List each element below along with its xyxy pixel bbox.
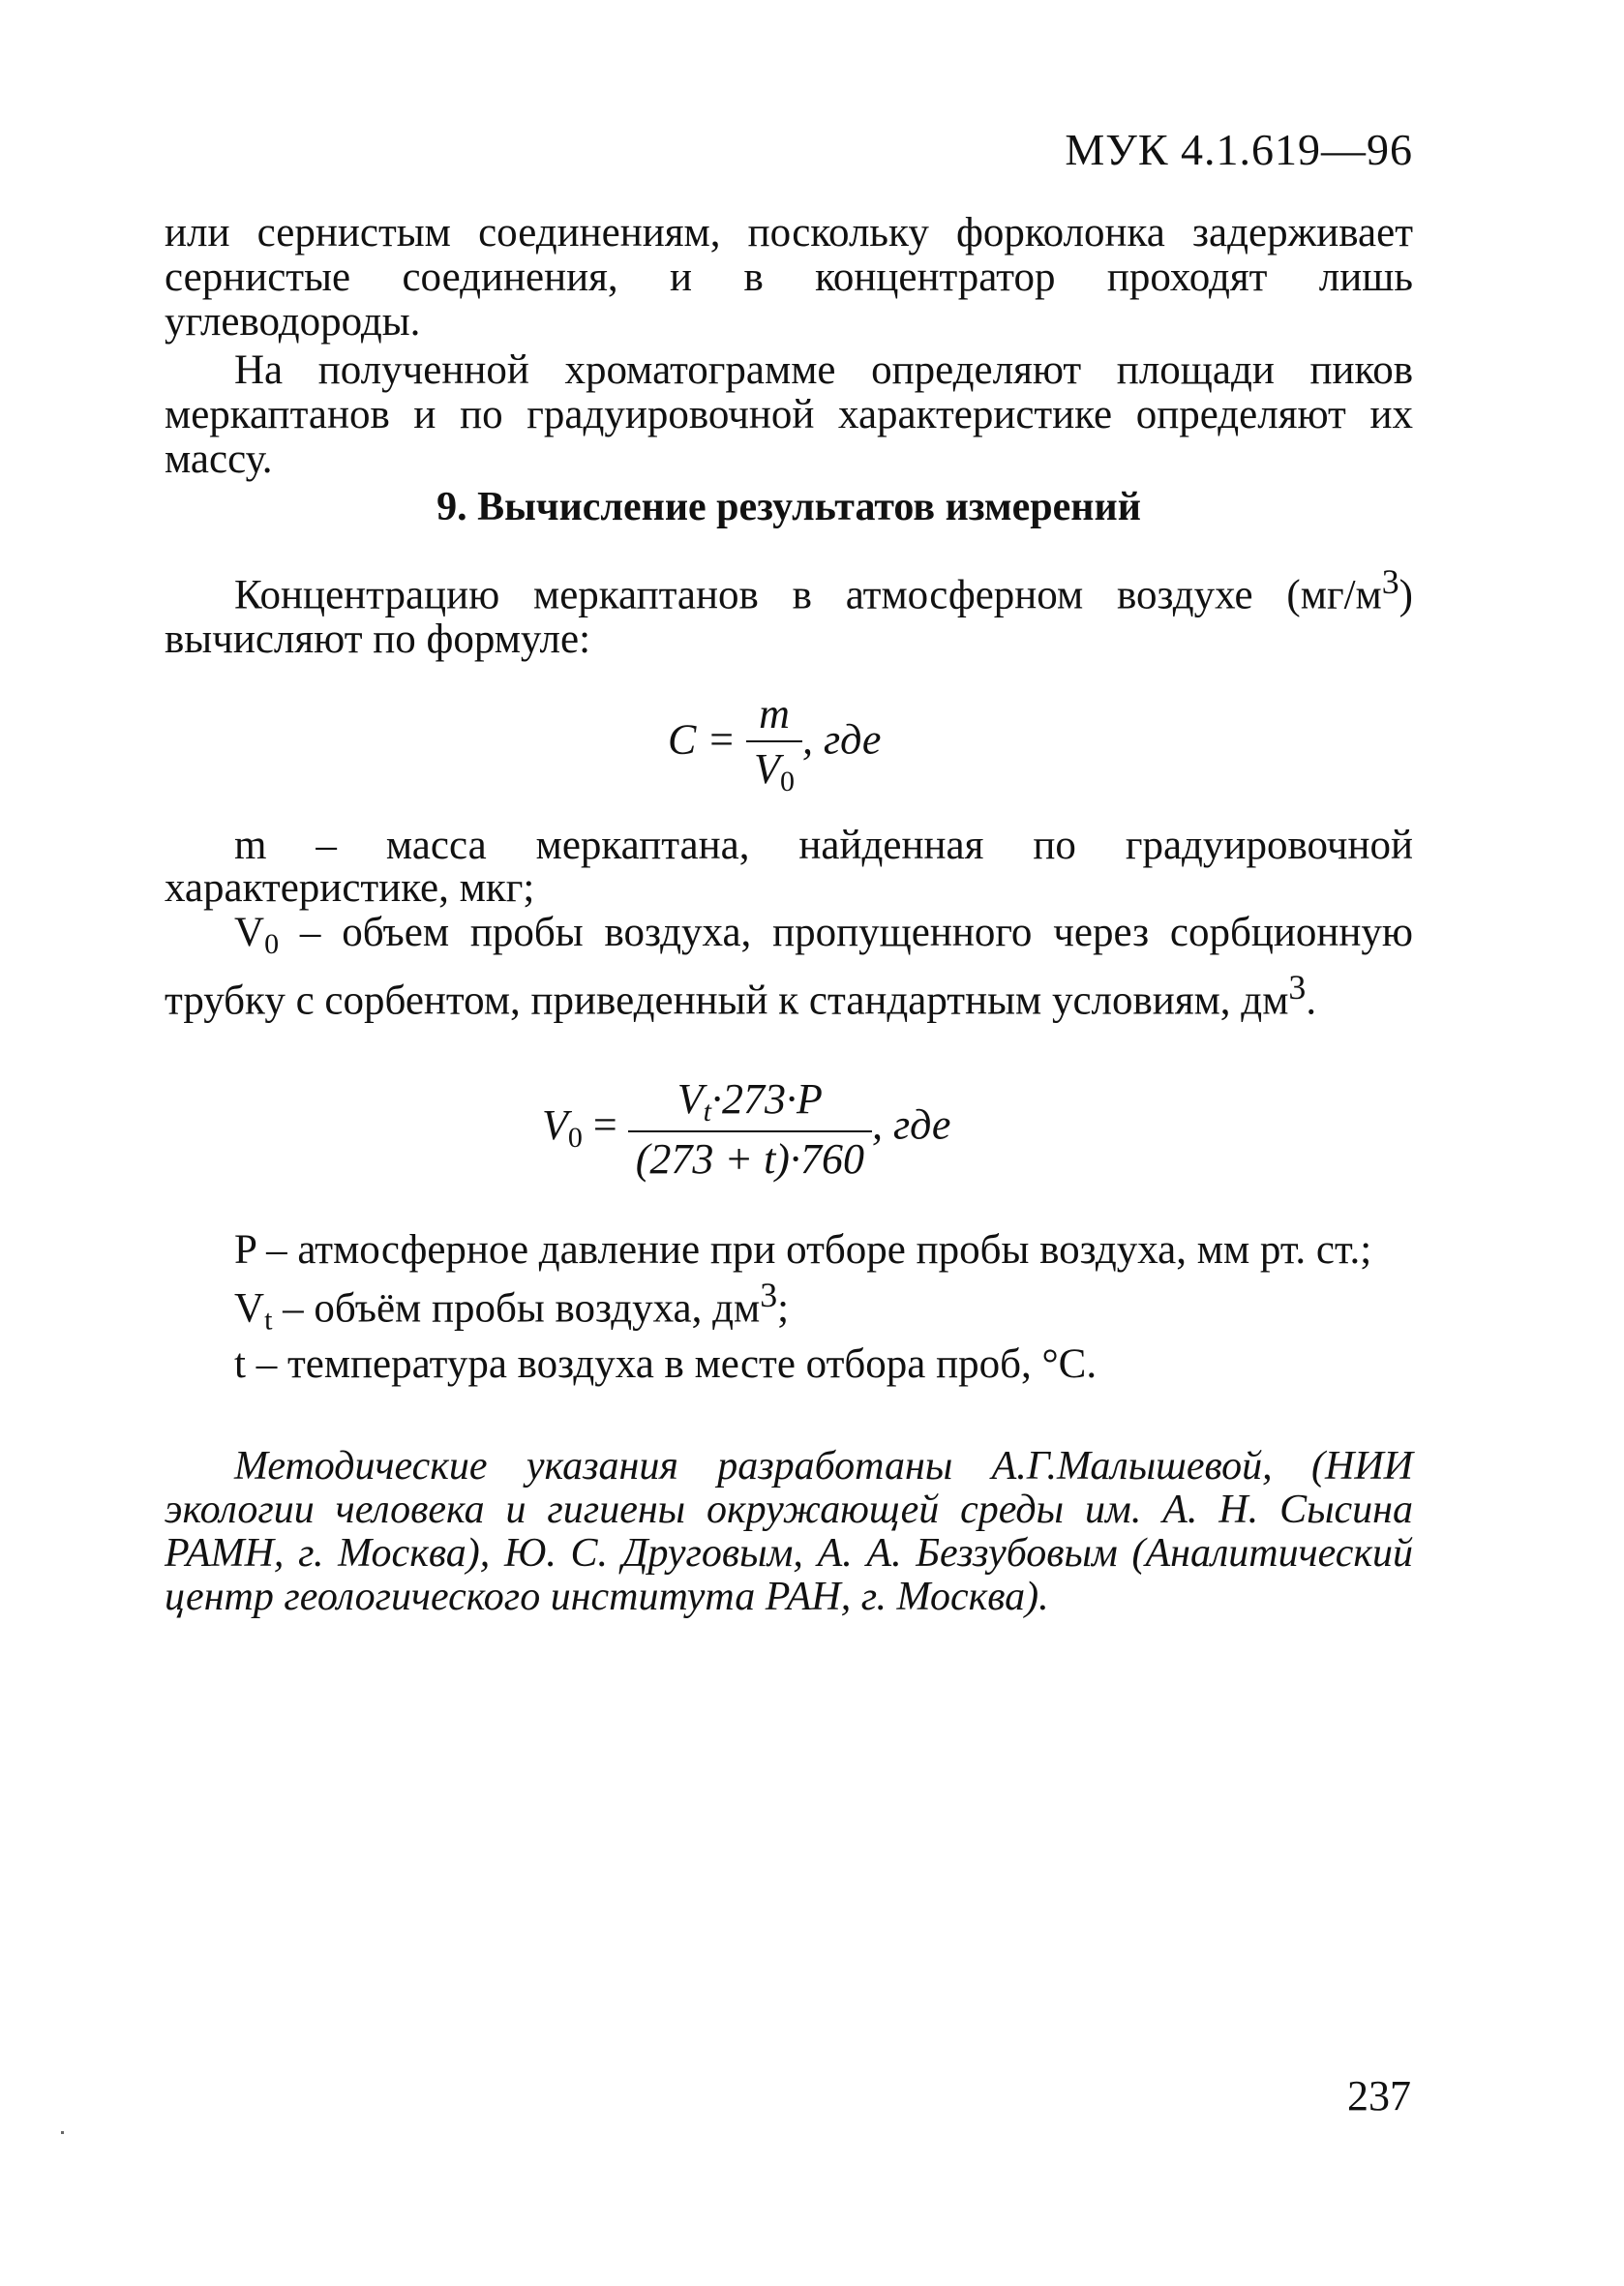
definitions-formula1 (165, 825, 1413, 1022)
formula-intro (165, 559, 1413, 662)
formula1-suffix: , где (801, 715, 882, 764)
formula1-numerator: m (746, 689, 802, 742)
authors-note-text: Методические указания разработаны А.Г.Малышевой, (НИИ экологии человека и гигиены окружающей среды им. А. Н. Сысина РАМН, г. Москва), Ю. С. Друговым, А. А. Беззубовым (Аналитический центр геологического института РАН, г. Москва). (165, 1444, 1413, 1619)
definition-p: P – атмосферное давление при отборе пробы воздуха, мм рт. ст.; (234, 1227, 1372, 1273)
formula1-denominator: $V_0$ (754, 745, 795, 797)
formula-concentration (668, 689, 881, 798)
formula2-fraction (628, 1074, 872, 1184)
page-number: 237 (1347, 2072, 1411, 2120)
intro-text-before: Концентрацию меркаптанов в атмосферном воздухе (мг/м (234, 572, 1382, 618)
body-text (165, 211, 1413, 482)
formula2-numerator: $V_t\cdot 273\cdot P$ (628, 1074, 872, 1132)
section-heading: 9. Вычисление результатов измерений (436, 485, 1141, 529)
formula2-equals: = (582, 1100, 617, 1149)
formula2-suffix: , где (871, 1100, 951, 1149)
document-code: МУК 4.1.619—96 (1065, 125, 1413, 174)
authors-note (165, 1445, 1413, 1619)
formula2-denominator: (273 + t)·760 (635, 1135, 864, 1183)
definition-v0: $V_0$ – объем пробы воздуха, пропущенного через сорбционную трубку с сорбентом, приведенный к стандартным условиям, $дм^3$. (165, 910, 1413, 1024)
paragraph-continuation: или сернистым соединениям, поскольку форколонка задерживает сернистые соединения, и в концентратор проходят лишь углеводороды. (165, 210, 1413, 345)
definition-m: m – масса меркаптана, найденная по градуировочной характеристике, мкг; (165, 823, 1413, 911)
formula-volume (542, 1074, 950, 1184)
definitions-formula2 (165, 1229, 1413, 1386)
formula1-lhs: C = (668, 715, 737, 764)
definition-vt: $V_t$ – объём пробы воздуха, $дм^3$; (234, 1276, 790, 1337)
formula1-fraction (746, 689, 802, 798)
paragraph-chromatogram: На полученной хроматограмме определяют площади пиков меркаптанов и по градуировочной характеристике определяют их массу. (165, 347, 1413, 482)
definition-t: t – температура воздуха в месте отбора проб, °C. (234, 1341, 1098, 1388)
scan-speck (61, 2131, 64, 2134)
intro-superscript: 3 (1381, 562, 1399, 601)
intro-text-after: ) вычисляют по формуле: (165, 572, 1413, 663)
formula2-lhs: $V_0$ (542, 1100, 583, 1154)
